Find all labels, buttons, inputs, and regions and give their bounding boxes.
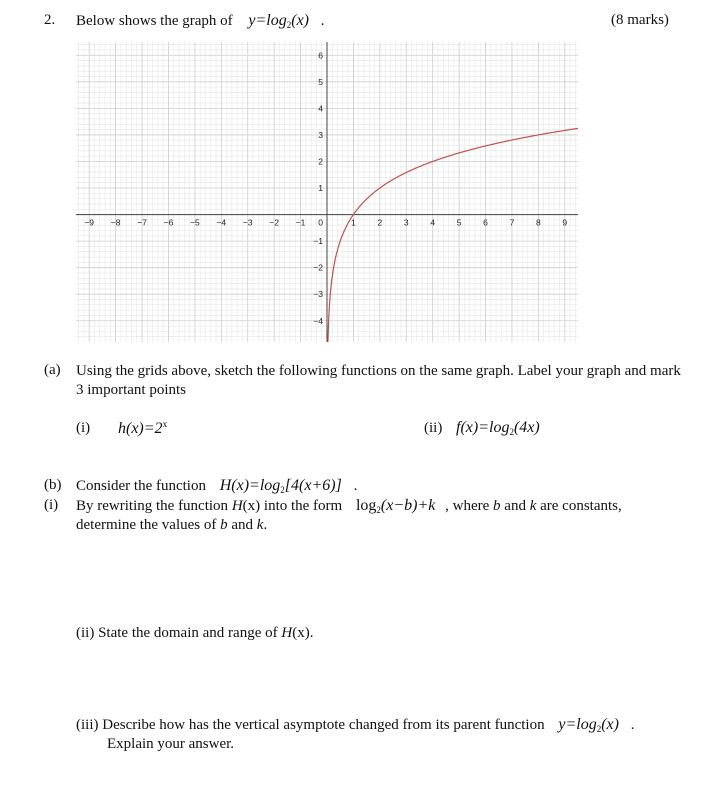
part-b-label: (b) bbox=[44, 477, 62, 493]
b-i-form-base: 2 bbox=[376, 505, 381, 515]
part-b-intro bbox=[76, 477, 357, 495]
part-b-iii-line2: Explain your answer. bbox=[107, 736, 235, 752]
b-i-form bbox=[356, 497, 435, 514]
H-base: 2 bbox=[280, 485, 285, 495]
x-tick-label: 9 bbox=[562, 217, 568, 228]
H-arg: [4(x+6)] bbox=[284, 477, 342, 494]
b-i-l2a: determine the values of bbox=[76, 517, 217, 533]
x-tick-label: −3 bbox=[242, 217, 253, 228]
h-fn: h(x)=2 bbox=[118, 420, 163, 437]
x-tick-label: 5 bbox=[456, 217, 462, 228]
x-tick-label: −4 bbox=[216, 217, 227, 228]
b-i-text3: are constants, bbox=[540, 498, 622, 514]
log-graph bbox=[76, 42, 578, 342]
question-number: 2. bbox=[44, 12, 56, 28]
x-tick-label: 3 bbox=[403, 217, 409, 228]
intro-fn-text: y=log bbox=[248, 12, 287, 29]
b-i-b: b bbox=[493, 498, 501, 514]
y-tick-label: 4 bbox=[318, 103, 323, 114]
b-i-k: k bbox=[529, 498, 537, 514]
b-i-l2e: . bbox=[263, 517, 268, 533]
f-base: 2 bbox=[509, 427, 514, 437]
b-i-text2: , where bbox=[445, 498, 490, 514]
b-i-form-arg: (x−b)+k bbox=[380, 497, 436, 514]
y-tick-label: 2 bbox=[318, 156, 323, 167]
x-tick-label: −6 bbox=[163, 217, 174, 228]
b-iii-text: (iii) Describe how has the vertical asymptote changed from its parent function bbox=[76, 717, 545, 733]
x-tick-label: 2 bbox=[377, 217, 383, 228]
y-tick-label: 6 bbox=[318, 50, 323, 61]
part-a-i-label: (i) bbox=[76, 420, 91, 436]
b-iii-fn: y=log bbox=[558, 716, 597, 733]
f-fn: f(x)=log bbox=[456, 419, 510, 436]
x-tick-label: −5 bbox=[190, 217, 200, 228]
intro-end: . bbox=[320, 13, 325, 29]
part-b-text: Consider the function bbox=[76, 478, 206, 494]
y-tick-label: −3 bbox=[313, 289, 323, 300]
y-tick-label: −4 bbox=[313, 315, 323, 326]
part-b-i-line2 bbox=[76, 517, 267, 534]
b-ii-H: H bbox=[281, 625, 293, 641]
x-tick-label: 7 bbox=[509, 217, 515, 228]
x-tick-label: −2 bbox=[269, 217, 280, 228]
x-tick-label: 6 bbox=[483, 217, 488, 228]
b-i-and: and bbox=[504, 498, 526, 514]
marks-label: (8 marks) bbox=[611, 12, 669, 28]
question-intro bbox=[76, 12, 325, 30]
x-tick-label: 4 bbox=[430, 217, 436, 228]
x-tick-label: −8 bbox=[110, 217, 121, 228]
intro-text: Below shows the graph of bbox=[76, 13, 233, 29]
part-a-text: Using the grids above, sketch the following functions on the same graph. Label your graph and mark 3 important points bbox=[76, 363, 681, 398]
x-tick-label: −7 bbox=[137, 217, 147, 228]
b-ii-text: (ii) State the domain and range of bbox=[76, 625, 278, 641]
part-b-ii bbox=[76, 625, 313, 642]
part-b-function bbox=[220, 477, 342, 494]
intro-arg: (x) bbox=[291, 12, 310, 29]
x-tick-label: −1 bbox=[295, 217, 306, 228]
part-b-i-label: (i) bbox=[44, 497, 59, 513]
part-b-end: . bbox=[353, 478, 358, 494]
b-i-text1b: (x) into the form bbox=[242, 498, 343, 514]
b-i-form-log: log bbox=[355, 497, 377, 514]
intro-base: 2 bbox=[286, 20, 292, 30]
x-tick-label: 1 bbox=[351, 217, 356, 228]
b-i-text1: By rewriting the function bbox=[76, 498, 229, 514]
part-a-ii-function bbox=[456, 419, 540, 437]
part-b-i-line1 bbox=[76, 497, 622, 515]
x-tick-label: 8 bbox=[536, 217, 541, 228]
part-a-i-function bbox=[118, 419, 167, 438]
y-tick-label: 3 bbox=[318, 129, 323, 140]
b-iii-function bbox=[558, 716, 619, 733]
y-tick-label: −1 bbox=[313, 236, 323, 247]
b-i-l2b: b bbox=[220, 517, 228, 533]
part-b-iii bbox=[76, 716, 634, 734]
origin-label: 0 bbox=[318, 217, 323, 228]
y-tick-label: 5 bbox=[318, 76, 323, 87]
b-i-l2d: k bbox=[256, 517, 264, 533]
f-arg: (4x) bbox=[513, 419, 540, 436]
b-iii-base: 2 bbox=[596, 724, 602, 734]
y-tick-label: 1 bbox=[318, 183, 323, 194]
b-i-H: H bbox=[231, 498, 243, 514]
part-a-ii-label: (ii) bbox=[424, 420, 443, 436]
H-fn: H(x)=log bbox=[219, 477, 281, 494]
b-iii-arg: (x) bbox=[601, 716, 619, 733]
b-i-l2c: and bbox=[231, 517, 254, 533]
y-tick-label: −2 bbox=[313, 262, 323, 273]
x-tick-label: −9 bbox=[84, 217, 95, 228]
b-ii-end: (x). bbox=[292, 625, 314, 641]
intro-function bbox=[248, 12, 309, 29]
h-exp: x bbox=[162, 419, 168, 429]
b-iii-end: . bbox=[630, 717, 635, 733]
part-a-label: (a) bbox=[44, 362, 61, 378]
